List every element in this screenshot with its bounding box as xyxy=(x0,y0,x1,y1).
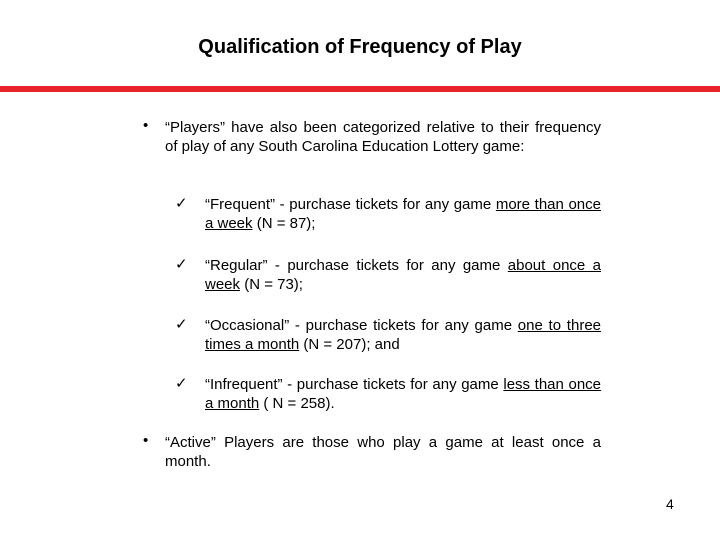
category-frequency: more than once a week xyxy=(205,196,601,232)
category-count: (N = 73); xyxy=(240,276,303,293)
category-frequency: one to three times a month xyxy=(205,317,602,353)
category-prefix: “Infrequent” - purchase tickets for any game xyxy=(205,376,504,393)
slide-title: Qualification of Frequency of Play xyxy=(198,36,522,58)
bullet-marker: • xyxy=(143,117,149,134)
category-count: ( N = 258). xyxy=(259,395,335,412)
check-icon: ✓ xyxy=(175,255,188,273)
category-infrequent xyxy=(205,375,601,413)
page-number: 4 xyxy=(666,496,674,512)
bullet-text-active: “Active” Players are those who play a game at least once a month. xyxy=(165,434,601,470)
category-prefix: “Regular” - purchase tickets for any game xyxy=(205,257,508,274)
category-frequency: less than once a month xyxy=(205,376,602,412)
check-icon: ✓ xyxy=(175,374,188,392)
category-count: (N = 207); and xyxy=(299,336,400,353)
title-divider xyxy=(0,86,720,92)
bullet-text-players: “Players” have also been categorized relative to their frequency of play of any South Carolina Education Lottery game: xyxy=(165,119,601,155)
category-frequent xyxy=(205,195,601,233)
category-prefix: “Occasional” - purchase tickets for any game xyxy=(205,317,518,334)
category-prefix: “Frequent” - purchase tickets for any game xyxy=(205,196,496,213)
check-icon: ✓ xyxy=(175,315,188,333)
category-regular xyxy=(205,256,601,294)
category-frequency: about once a week xyxy=(205,257,601,293)
category-occasional xyxy=(205,316,601,354)
check-icon: ✓ xyxy=(175,194,188,212)
bullet-marker: • xyxy=(143,432,149,449)
category-count: (N = 87); xyxy=(252,215,316,232)
